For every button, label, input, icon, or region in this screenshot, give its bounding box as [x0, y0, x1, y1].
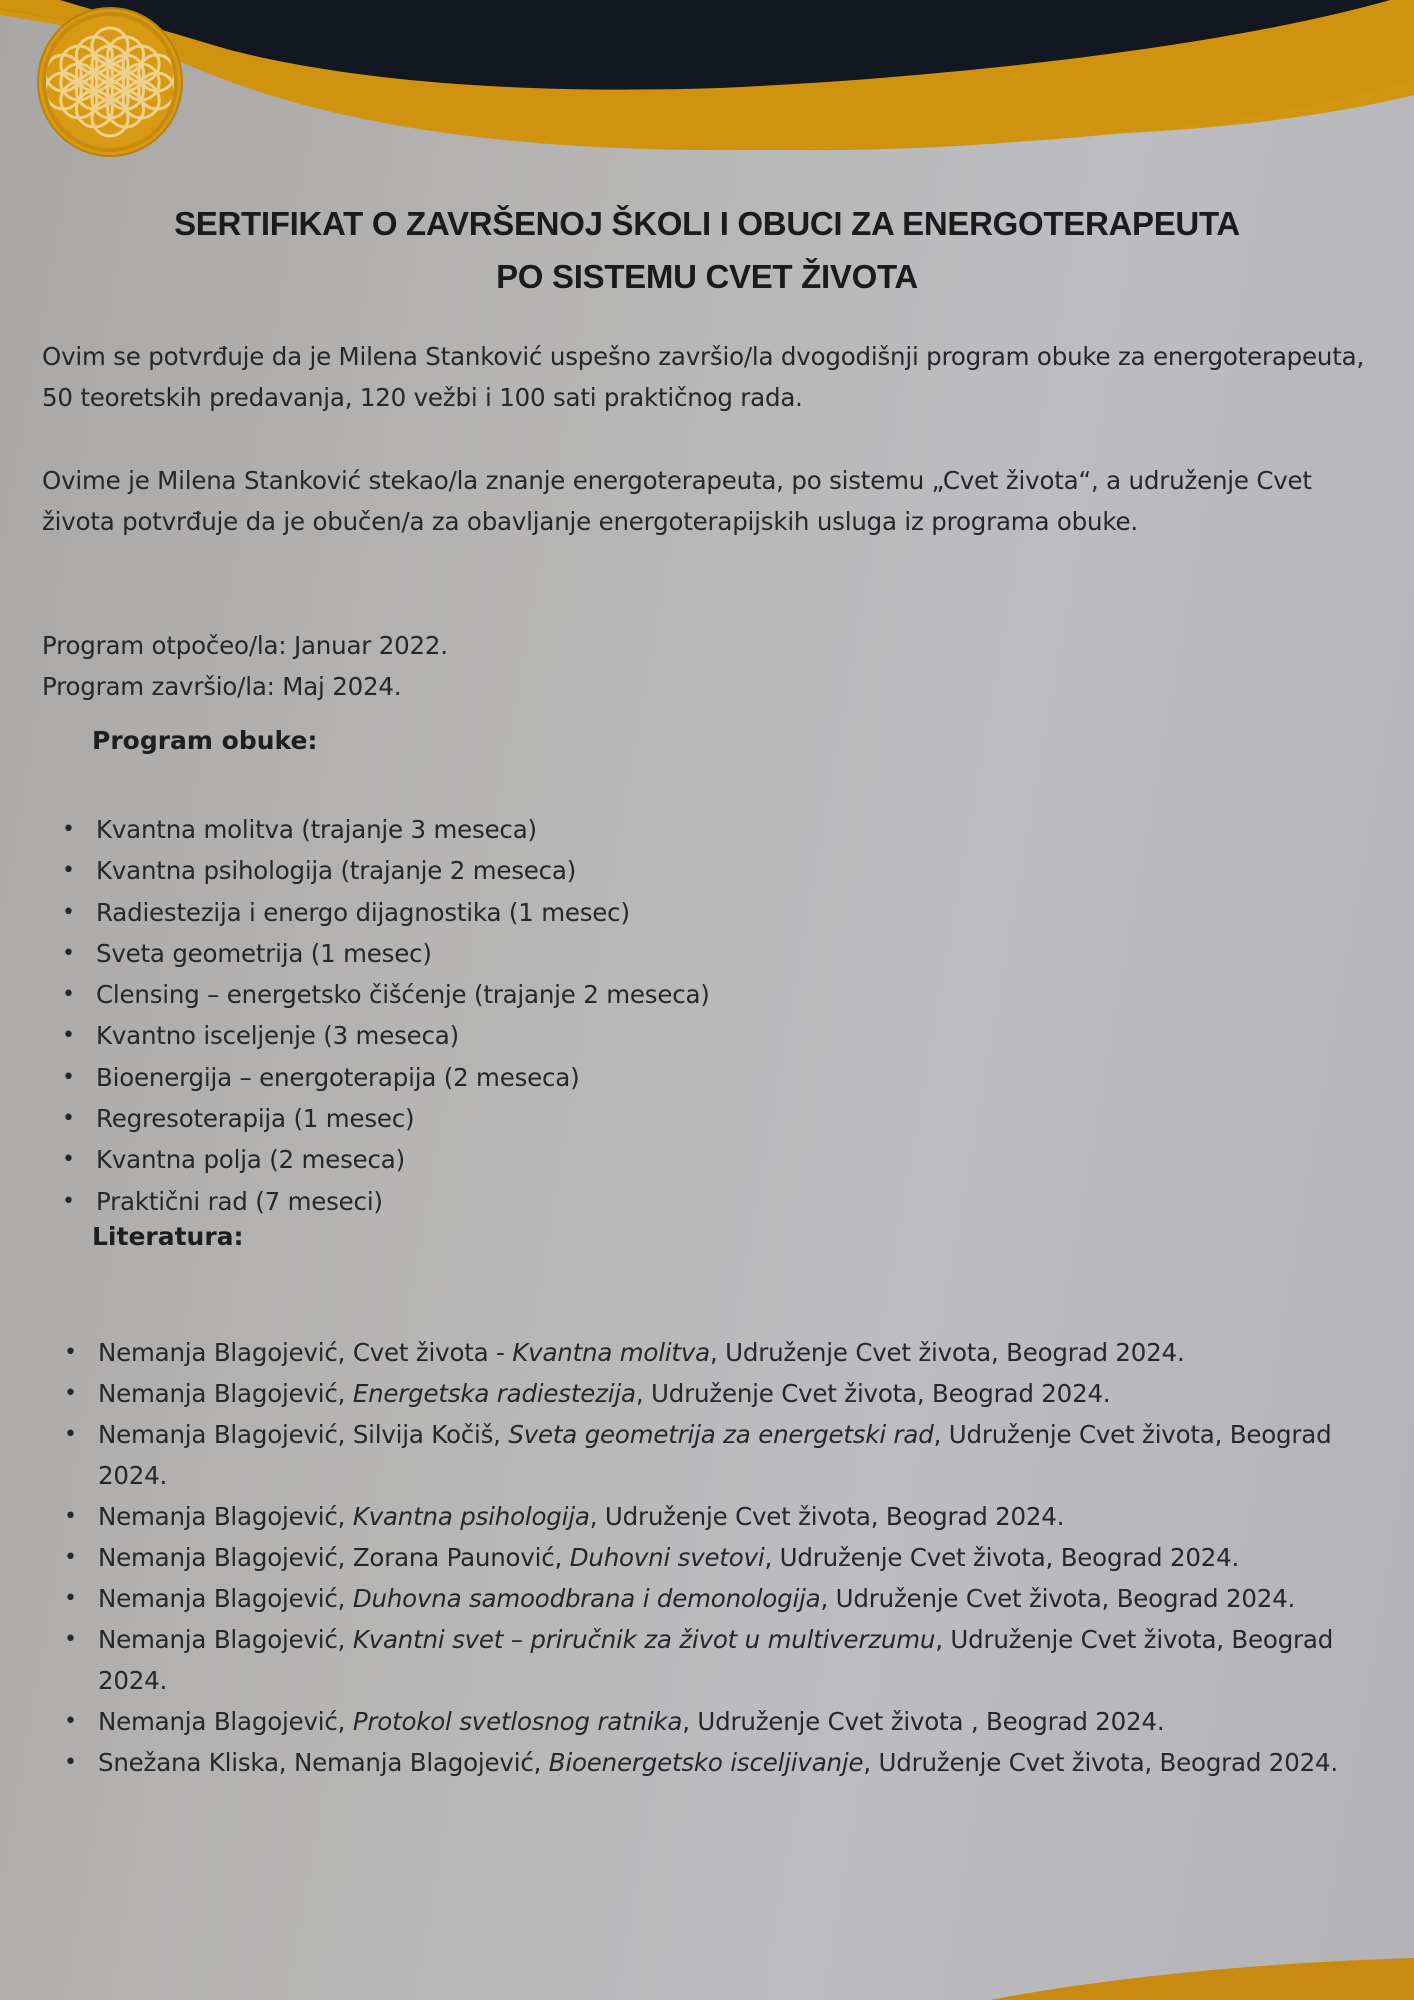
- program-dates: [42, 625, 1372, 707]
- literature-authors: Nemanja Blagojević,: [98, 1584, 353, 1613]
- literature-item: [64, 1332, 1394, 1373]
- program-item: • Regresoterapija (1 mesec): [62, 1098, 962, 1139]
- header-wave-decoration: [0, 0, 1414, 200]
- program-heading: Program obuke:: [92, 726, 318, 755]
- literature-item: [64, 1496, 1394, 1537]
- certificate-title-line1: SERTIFIKAT O ZAVRŠENOJ ŠKOLI I OBUCI ZA ENERGOTERAPEUTA: [174, 205, 1240, 242]
- literature-title: Energetska radiestezija: [352, 1379, 636, 1408]
- literature-publisher: , Udruženje Cvet života, Beograd 2024.: [589, 1502, 1065, 1531]
- literature-authors: Nemanja Blagojević,: [98, 1625, 353, 1654]
- literature-authors: Nemanja Blagojević, Silvija Kočiš,: [98, 1420, 509, 1449]
- literature-authors: Nemanja Blagojević, Zorana Paunović,: [98, 1543, 570, 1572]
- literature-title: Kvantni svet – priručnik za život u multiverzumu: [352, 1625, 936, 1654]
- literature-list: [64, 1332, 1394, 1783]
- literature-publisher: , Udruženje Cvet života, Beograd 2024.: [635, 1379, 1111, 1408]
- program-item: • Radiestezija i energo dijagnostika (1 mesec): [62, 892, 962, 933]
- literature-heading: Literatura:: [92, 1222, 244, 1251]
- flower-of-life-icon: [36, 6, 184, 158]
- program-end-date: Program završio/la: Maj 2024.: [42, 672, 402, 701]
- literature-item: [64, 1373, 1394, 1414]
- program-item: • Sveta geometrija (1 mesec): [62, 933, 962, 974]
- literature-authors: Snežana Kliska, Nemanja Blagojević,: [98, 1748, 549, 1777]
- literature-authors: Nemanja Blagojević,: [98, 1379, 353, 1408]
- program-item: • Kvantna polja (2 meseca): [62, 1139, 962, 1180]
- literature-item: [64, 1537, 1394, 1578]
- literature-publisher: , Udruženje Cvet života, Beograd 2024.: [98, 1625, 1334, 1695]
- literature-title: Kvantna molitva: [512, 1338, 710, 1367]
- literature-publisher: , Udruženje Cvet života, Beograd 2024.: [764, 1543, 1240, 1572]
- footer-wave-decoration: [0, 1900, 1414, 2000]
- literature-title: Bioenergetsko isceljivanje: [548, 1748, 864, 1777]
- literature-publisher: , Udruženje Cvet života, Beograd 2024.: [820, 1584, 1296, 1613]
- literature-title: Duhovna samoodbrana i demonologija: [352, 1584, 821, 1613]
- literature-title: Kvantna psihologija: [352, 1502, 590, 1531]
- literature-item: [64, 1619, 1394, 1701]
- certification-paragraph: Ovim se potvrđuje da je Milena Stanković uspešno završio/la dvogodišnji program obuke za energoterapeuta, 50 teoretskih predavanja, 120 vežbi i 100 sati praktičnog rada.: [42, 342, 1365, 412]
- program-item: • Kvantno isceljenje (3 meseca): [62, 1015, 962, 1056]
- program-list: [62, 809, 962, 1222]
- literature-title: Duhovni svetovi: [569, 1543, 765, 1572]
- literature-authors: Nemanja Blagojević,: [98, 1707, 353, 1736]
- program-item: • Clensing – energetsko čišćenje (trajanje 2 meseca): [62, 974, 962, 1015]
- literature-publisher: , Udruženje Cvet života, Beograd 2024.: [863, 1748, 1338, 1777]
- literature-publisher: , Udruženje Cvet života, Beograd 2024.: [98, 1420, 1332, 1490]
- literature-item: [64, 1414, 1394, 1496]
- literature-item: [64, 1742, 1394, 1783]
- literature-publisher: , Udruženje Cvet života , Beograd 2024.: [682, 1707, 1165, 1736]
- literature-title: Sveta geometrija za energetski rad: [508, 1420, 934, 1449]
- program-item: • Kvantna psihologija (trajanje 2 meseca): [62, 850, 962, 891]
- literature-item: [64, 1578, 1394, 1619]
- program-start-date: Program otpočeo/la: Januar 2022.: [42, 631, 448, 660]
- program-item: • Bioenergija – energoterapija (2 meseca): [62, 1057, 962, 1098]
- literature-item: [64, 1701, 1394, 1742]
- knowledge-paragraph: Ovime je Milena Stanković stekao/la znanje energoterapeuta, po sistemu „Cvet života“, a udruženje Cvet života potvrđuje da je obučen/a za obavljanje energoterapijskih usluga iz programa obuke.: [42, 466, 1312, 536]
- literature-title: Protokol svetlosnog ratnika: [352, 1707, 683, 1736]
- literature-publisher: , Udruženje Cvet života, Beograd 2024.: [709, 1338, 1185, 1367]
- program-item: • Kvantna molitva (trajanje 3 meseca): [62, 809, 962, 850]
- literature-authors: Nemanja Blagojević,: [98, 1502, 353, 1531]
- literature-authors: Nemanja Blagojević, Cvet života -: [98, 1338, 513, 1367]
- program-item: • Praktični rad (7 meseci): [62, 1181, 962, 1222]
- certificate-title-line2: PO SISTEMU CVET ŽIVOTA: [496, 258, 918, 295]
